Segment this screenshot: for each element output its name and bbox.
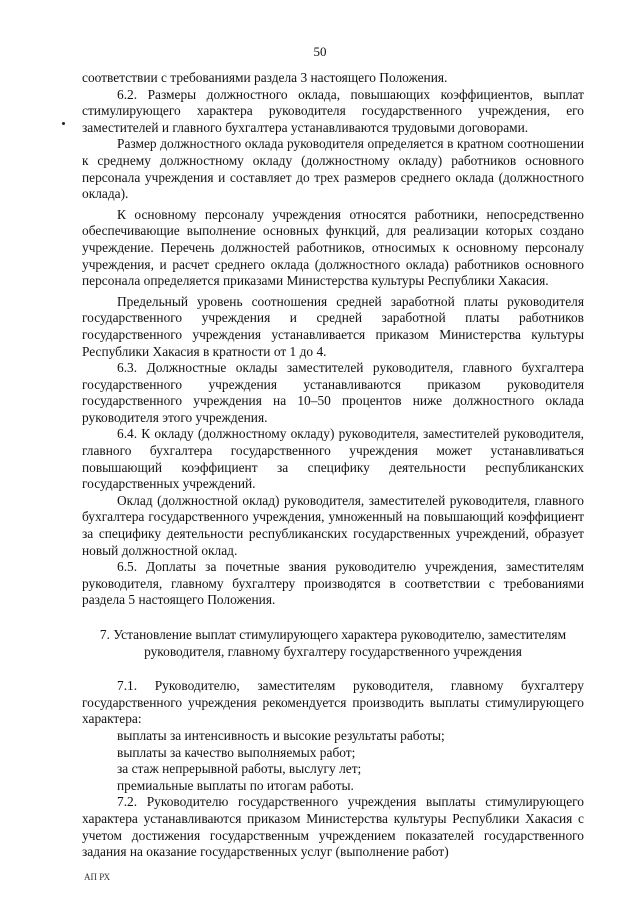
paragraph: 7.1. Руководителю, заместителям руководителя, главному бухгалтеру государственного учреждения рекомендуется производить выплаты стимулирующего характера: (82, 678, 584, 727)
paragraph: К основному персоналу учреждения относятся работники, непосредственно обеспечивающие выполнение основных функций, для реализации которых создано учреждение. Перечень должностей работников, относимых к основному персоналу учреждения, и расчет среднего оклада (должностного оклада) работников основного персонала определяется приказами Министерства культуры Республики Хакасия. (82, 206, 584, 289)
paragraph: Размер должностного оклада руководителя определяется в кратном соотношении к среднему должностному окладу (должностному окладу) работников основного персонала учреждения и составляет до трех размеров среднего оклада (должностного оклада). (82, 136, 584, 202)
paragraph: Оклад (должностной оклад) руководителя, заместителей руководителя, главного бухгалтера государственного учреждения, умноженный на повышающий коэффициент за специфику деятельности республиканских государственных учреждений, образует новый должностной оклад. (82, 492, 584, 558)
paragraph: 6.3. Должностные оклады заместителей руководителя, главного бухгалтера государственного учреждения устанавливаются приказом руководителя государственного учреждения на 10–50 процентов ниже должностного оклада руководителя этого учреждения. (82, 360, 584, 425)
list-item: за стаж непрерывной работы, выслугу лет; (117, 761, 362, 777)
list-item: выплаты за интенсивность и высокие результаты работы; (117, 727, 445, 743)
paragraph: 6.4. К окладу (должностному окладу) руководителя, заместителей руководителя, главного бухгалтера государственного учреждения может устанавливаться повышающий коэффициент за специфику деятельности республиканских государственных учреждений. (82, 426, 584, 492)
list-item: выплаты за качество выполняемых работ; (117, 744, 356, 760)
section-heading (76, 627, 590, 660)
paragraph: соответствии с требованиями раздела 3 настоящего Положения. (82, 70, 448, 85)
list-item: премиальные выплаты по итогам работы. (117, 777, 354, 793)
document-body (82, 70, 584, 861)
section-heading-line: 7. Установление выплат стимулирующего характера руководителю, заместителям (99, 627, 567, 642)
section-heading-line: руководителя, главному бухгалтеру государственного учреждения (144, 643, 522, 659)
paragraph: 6.5. Доплаты за почетные звания руководителю учреждения, заместителям руководителя, главному бухгалтеру производятся в соответствии с требованиями раздела 5 настоящего Положения. (82, 559, 584, 608)
paragraph: 7.2. Руководителю государственного учреждения выплаты стимулирующего характера устанавливаются приказом Министерства культуры Республики Хакасия с учетом достижения государственным учреждением показателей государственного задания на оказание государственных услуг (выполнение работ) (82, 794, 584, 860)
margin-mark (62, 122, 65, 125)
paragraph: Предельный уровень соотношения средней заработной платы руководителя государственного учреждения и средней заработной платы работников государственного учреждения устанавливается приказом Министерства культуры Республики Хакасия в кратности от 1 до 4. (82, 293, 584, 359)
paragraph: 6.2. Размеры должностного оклада, повышающих коэффициентов, выплат стимулирующего характера руководителя государственного учреждения, его заместителей и главного бухгалтера устанавливаются трудовыми договорами. (82, 86, 584, 135)
page-number: 50 (313, 44, 327, 59)
footer-mark: АП РХ (84, 872, 111, 882)
